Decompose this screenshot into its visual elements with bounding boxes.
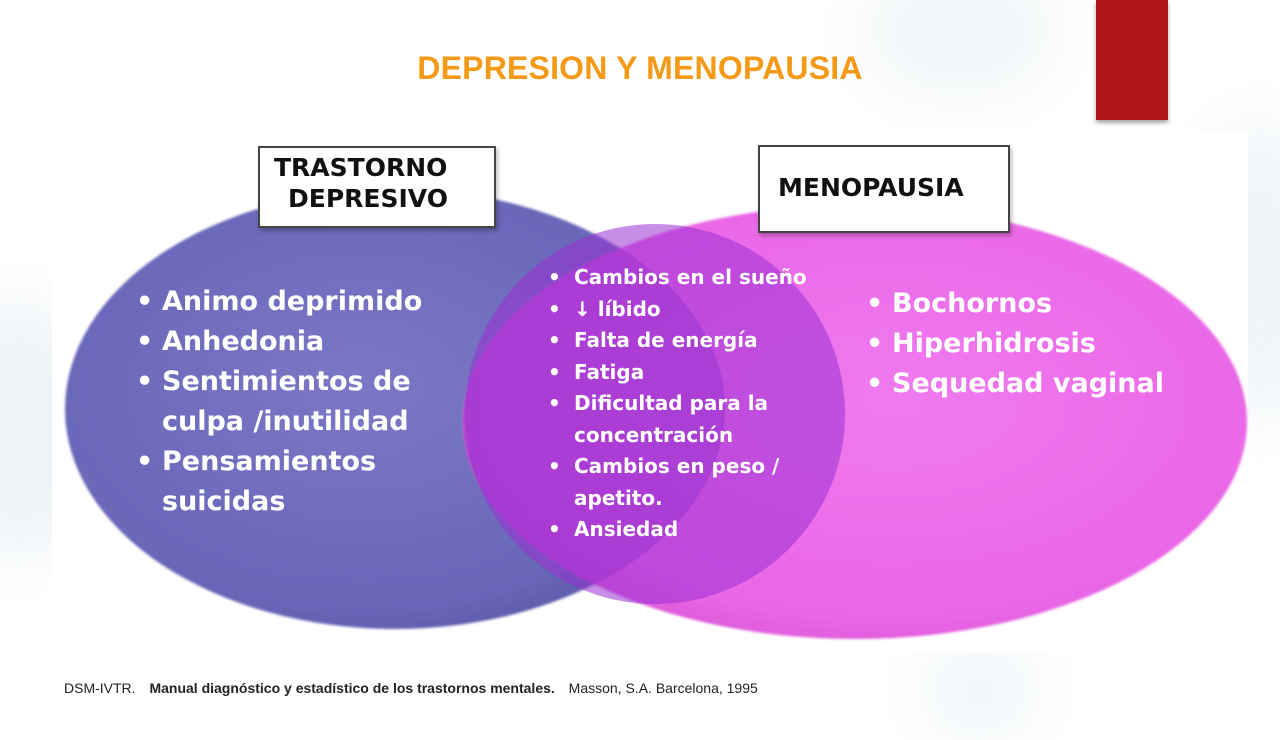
list-item: • Bochornos xyxy=(866,284,1226,324)
list-item: • Fatiga xyxy=(548,357,868,389)
list-item: • Falta de energía xyxy=(548,325,868,357)
label-trastorno-depresivo xyxy=(258,146,496,228)
list-item: • Ansiedad xyxy=(548,514,868,546)
list-item: • Pensamientos suicidas xyxy=(136,442,476,522)
list-item: • Sequedad vaginal xyxy=(866,364,1226,404)
citation-book: Manual diagnóstico y estadístico de los trastornos mentales. xyxy=(149,680,555,696)
shared-symptom-list xyxy=(548,262,868,546)
citation-publisher: Masson, S.A. Barcelona, 1995 xyxy=(568,680,758,696)
label-line: TRASTORNO xyxy=(274,153,448,182)
label-menopausia: MENOPAUSIA xyxy=(758,145,1010,233)
list-item: • Cambios en peso / apetito. xyxy=(548,451,868,514)
list-item: • Anhedonia xyxy=(136,322,476,362)
slide-title: DEPRESION Y MENOPAUSIA xyxy=(417,50,863,86)
depresivo-symptom-list xyxy=(136,282,476,522)
citation-footer xyxy=(64,680,768,696)
list-item: • Animo deprimido xyxy=(136,282,476,322)
list-item: • Sentimientos de culpa /inutilidad xyxy=(136,362,476,442)
label-line: DEPRESIVO xyxy=(288,184,448,213)
citation-source: DSM-IVTR. xyxy=(64,680,136,696)
list-item: • Hiperhidrosis xyxy=(866,324,1226,364)
menopausia-symptom-list xyxy=(866,284,1226,404)
list-item: • ↓ líbido xyxy=(548,294,868,326)
list-item: • Cambios en el sueño xyxy=(548,262,868,294)
list-item: • Dificultad para la concentración xyxy=(548,388,868,451)
